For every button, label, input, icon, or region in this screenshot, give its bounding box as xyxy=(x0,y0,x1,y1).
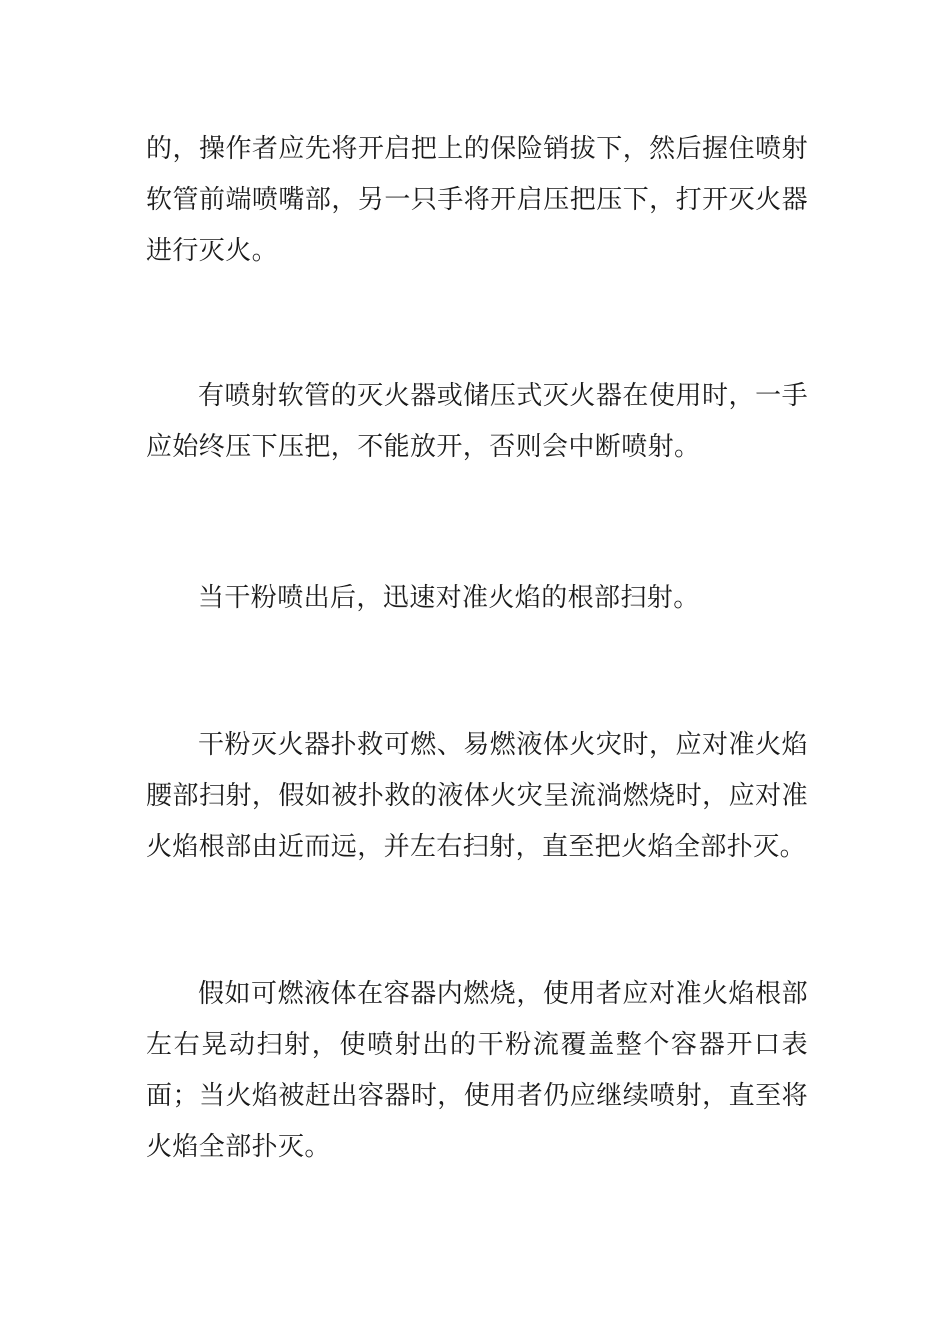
paragraph-hose-extinguisher: 有喷射软管的灭火器或储压式灭火器在使用时，一手应始终压下压把，不能放开，否则会中断喷射。 xyxy=(146,381,808,462)
paragraph-container-fire: 假如可燃液体在容器内燃烧，使用者应对准火焰根部左右晃动扫射，使喷射出的干粉流覆盖整个容器开口表面；当火焰被赶出容器时，使用者仍应继续喷射，直至将火焰全部扑灭。 xyxy=(146,979,808,1162)
paragraph-aim-root: 当干粉喷出后，迅速对准火焰的根部扫射。 xyxy=(198,583,700,613)
paragraph-liquid-fire: 干粉灭火器扑救可燃、易燃液体火灾时，应对准火焰腰部扫射，假如被扑救的液体火灾呈流淌燃烧时，应对准火焰根部由近而远，并左右扫射，直至把火焰全部扑灭。 xyxy=(146,730,808,862)
paragraph-continuation: 的，操作者应先将开启把上的保险销拔下，然后握住喷射软管前端喷嘴部，另一只手将开启压把压下，打开灭火器进行灭火。 xyxy=(146,134,808,266)
